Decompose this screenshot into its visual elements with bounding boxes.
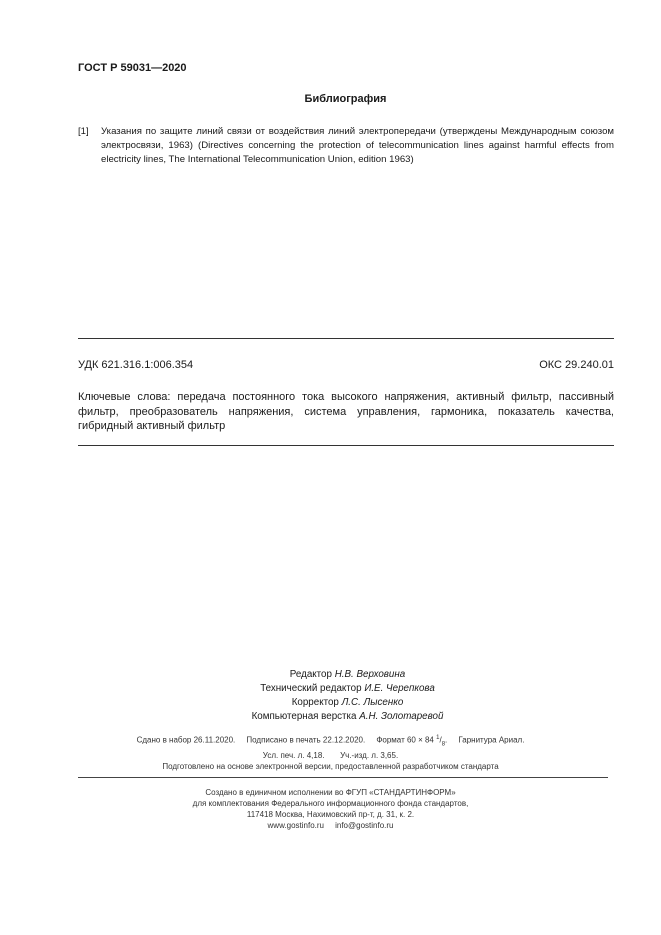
publisher-line3: 117418 Москва, Нахимовский пр-т, д. 31, к. 2. [246,810,415,819]
bibliography-entry-number: [1] [78,126,89,137]
credit-editor: Редактор Н.В. Верховина [289,669,406,680]
keywords: Ключевые слова: передача постоянного тока высокого напряжения, активный фильтр, пассивный фильтр, преобразователь напряжения, система управления, гармоника, показатель качества, гибридный активный фильтр [78,391,614,432]
publisher-email: info@gostinfo.ru [335,821,394,830]
bibliography-entry-text: Указания по защите линий связи от воздействия линий электропередачи (утверждены Международным союзом электросвязи, 1963) (Directives concerning the protection of telecommunication lines against harmful effects from electricity lines, The International Telecommunication Union, edition 1963) [101,126,614,165]
credit-corrector: Корректор Л.С. Лысенко [291,697,404,708]
document-id: ГОСТ Р 59031—2020 [78,62,187,74]
publisher-info [0,787,661,831]
divider-bottom [78,445,614,446]
publisher-line1: Создано в единичном исполнении во ФГУП «СТАНДАРТИНФОРМ» [205,788,456,797]
divider-publisher [78,777,608,778]
publisher-website: www.gostinfo.ru [267,821,324,830]
credit-tech-editor: Технический редактор И.Е. Черепкова [260,683,435,694]
print-info-line1: Сдано в набор 26.11.2020. Подписано в печать 22.12.2020. Формат 60 × 84 $^1/_8$. Гарнитура Ариал. [136,735,525,748]
udk-code: УДК 621.316.1:006.354 [78,359,194,371]
bibliography-title: Библиография [304,93,387,105]
print-info-line3: Подготовлено на основе электронной версии, предоставленной разработчиком стандарта [162,762,499,772]
credits-block [0,668,661,724]
publisher-contacts [0,820,661,831]
oks-code: ОКС 29.240.01 [539,359,614,371]
print-info-line2: Усл. печ. л. 4,18. Уч.-изд. л. 3,65. [262,751,399,761]
bibliography-entry [78,125,614,167]
print-info [0,733,661,772]
publisher-line2: для комплектования Федерального информационного фонда стандартов, [192,799,469,808]
divider-top [78,338,614,339]
credit-layout: Компьютерная верстка А.Н. Золотаревой [251,711,444,722]
